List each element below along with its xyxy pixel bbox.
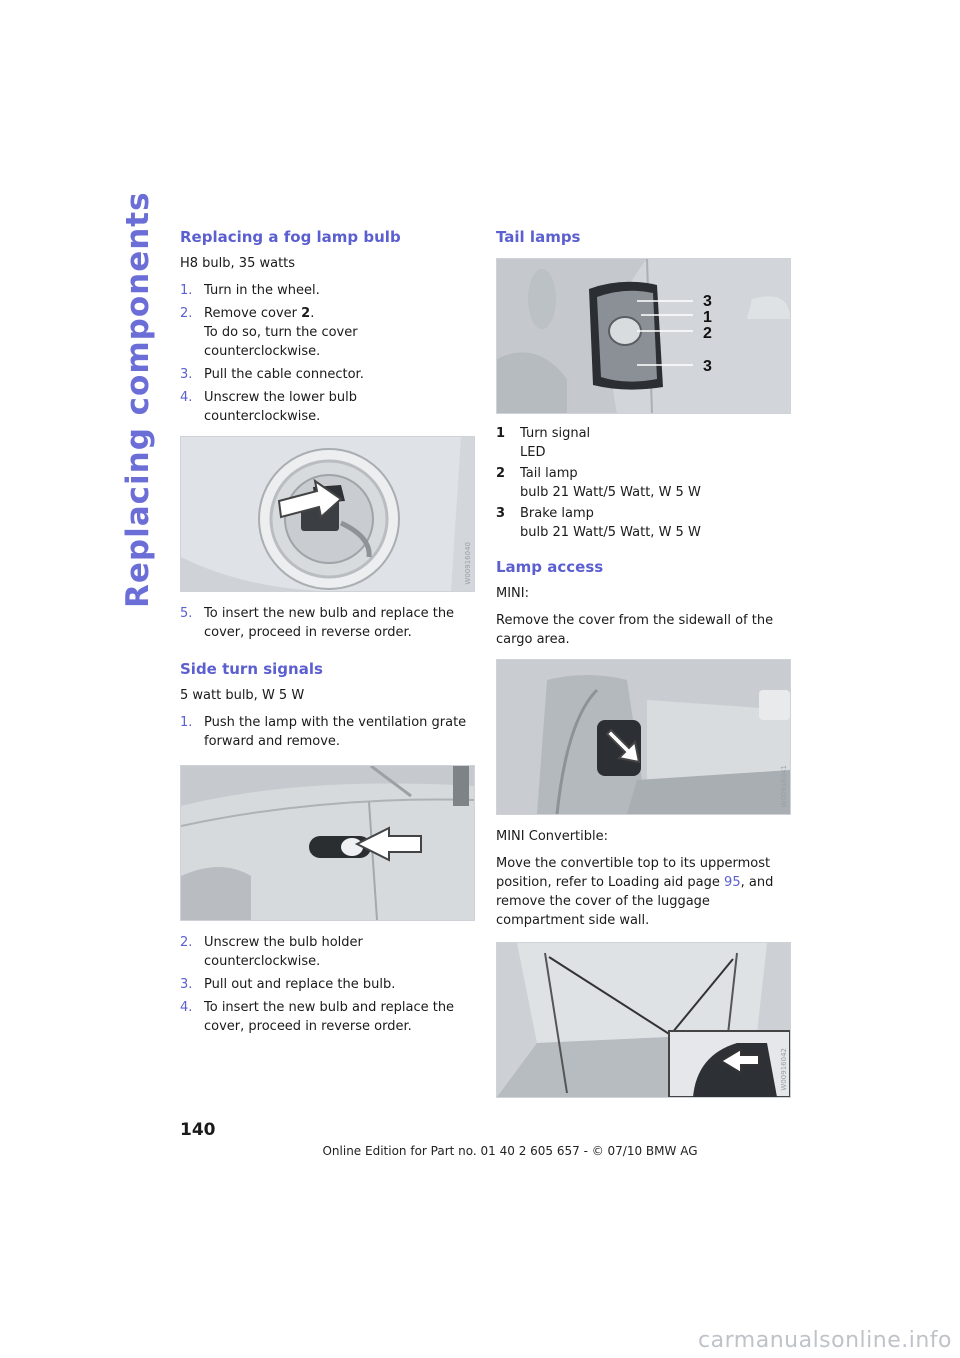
tail-lamp-figure [496, 258, 791, 414]
legend-row: 1 Turn signal LED [496, 426, 591, 460]
fog-lamp-figure [180, 436, 475, 592]
side-turn-signals-heading: Side turn signals [180, 660, 323, 678]
list-item: 1. Turn in the wheel. [180, 283, 320, 298]
chapter-side-title [114, 191, 156, 610]
side-turn-intro: 5 watt bulb, W 5 W [180, 688, 305, 703]
loading-aid-page-link[interactable]: 95 [724, 875, 741, 890]
callout-2: 2 [703, 325, 712, 342]
fog-lamp-illustration [181, 437, 474, 591]
right-column [496, 228, 792, 1098]
mini-instructions: Remove the cover from the sidewall of the cargo area. [496, 613, 774, 647]
lamp-access-heading: Lamp access [496, 558, 604, 576]
side-turn-steps-continued [180, 933, 476, 1036]
convertible-instructions: Move the convertible top to its uppermost position, refer to Loading aid page 95, and remove the cover of the luggage compartment side wall. [496, 856, 774, 928]
tail-lamp-legend [496, 424, 792, 542]
list-item: 2. Remove cover 2. To do so, turn the cover counterclockwise. [180, 306, 358, 359]
luggage-compartment-figure [496, 942, 791, 1098]
callout-1: 1 [703, 309, 712, 326]
legend-row: 2 Tail lamp bulb 21 Watt/5 Watt, W 5 W [496, 466, 701, 500]
fog-lamp-final-step [180, 604, 476, 642]
watermark: carmanualsonline.info [698, 1328, 952, 1353]
callout-3-bottom: 3 [703, 358, 712, 375]
cargo-area-figure [496, 659, 791, 815]
list-item: 2. Unscrew the bulb holder counterclockwise. [180, 935, 363, 969]
side-turn-illustration [181, 766, 474, 920]
luggage-compartment-illustration [497, 943, 790, 1097]
list-item: 5. To insert the new bulb and replace the cover, proceed in reverse order. [180, 606, 455, 640]
mini-label: MINI: [496, 586, 529, 601]
callout-3-top: 3 [703, 293, 712, 310]
fog-lamp-heading: Replacing a fog lamp bulb [180, 228, 401, 246]
page-number: 140 [180, 1120, 216, 1140]
footer-edition: Online Edition for Part no. 01 40 2 605 657 - © 07/10 BMW AG [322, 1144, 698, 1158]
tail-lamps-heading: Tail lamps [496, 228, 581, 246]
left-column [180, 228, 476, 1044]
figure-id: W00916042 [780, 1048, 788, 1091]
cargo-area-illustration [497, 660, 790, 814]
list-item: 3. Pull out and replace the bulb. [180, 977, 396, 992]
tail-lamp-illustration [497, 259, 790, 413]
chapter-title-text: Replacing components [120, 191, 156, 608]
fog-lamp-steps [180, 281, 476, 426]
figure-id: W00916041 [780, 765, 788, 808]
legend-row: 3 Brake lamp bulb 21 Watt/5 Watt, W 5 W [496, 506, 701, 540]
fog-lamp-intro: H8 bulb, 35 watts [180, 256, 296, 271]
convertible-label: MINI Convertible: [496, 829, 608, 844]
list-item: 4. To insert the new bulb and replace the cover, proceed in reverse order. [180, 1000, 455, 1034]
side-turn-steps [180, 713, 476, 751]
figure-id: W00916040 [464, 542, 472, 585]
list-item: 3. Pull the cable connector. [180, 367, 364, 382]
list-item: 4. Unscrew the lower bulb counterclockwise. [180, 390, 357, 424]
side-turn-figure [180, 765, 475, 921]
list-item: 1. Push the lamp with the ventilation grate forward and remove. [180, 715, 467, 749]
